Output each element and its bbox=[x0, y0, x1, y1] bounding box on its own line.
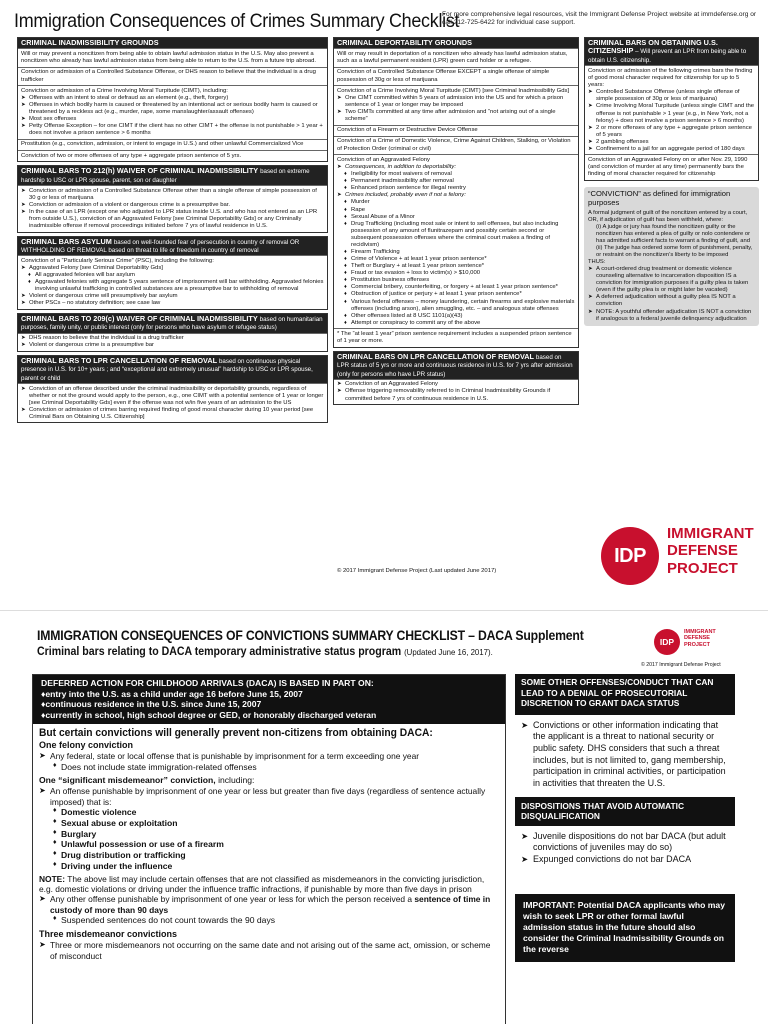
section-intro: Will or may result in deportation of a noncitizen who already has lawful admission status, such as a lawful permanent resident (LPR) green card holder or a refugee. bbox=[334, 48, 578, 66]
box-cimt bbox=[18, 85, 327, 139]
list-item: ➤ In the case of an LPR (except one who adjusted to LPR status inside U.S. and who has not entered as an LPR from outside U.S.), conviction of an Aggravated Felony [see Criminal Deportability Gds] or any Criminally inadmissible offense if removal proceedings initiated before 7 yrs of lawful residence in U.S. bbox=[21, 209, 324, 230]
column-deportability bbox=[333, 37, 579, 408]
significant-misdemeanor-heading: One “significant misdemeanor” conviction, including: bbox=[39, 775, 255, 786]
section-non-lpr-cancellation bbox=[17, 355, 328, 424]
box-controlled-substance: Conviction of a Controlled Substance Offense EXCEPT a single offense of simple possession of 30g or less of marijuana bbox=[334, 67, 578, 85]
list-item: ➤ Conviction or admission of a violent or dangerous crime is a presumptive bar. bbox=[21, 202, 324, 209]
section-header: CRIMINAL DEPORTABILITY GROUNDS bbox=[334, 38, 578, 48]
daca-supplement-page bbox=[0, 610, 768, 1024]
list-item: ♦ All aggravated felonies will bar asylum bbox=[21, 272, 324, 279]
list-item: ➤ Crimes included, probably even if not a felony: bbox=[337, 192, 575, 199]
list-item: ♦ Drug Trafficking (including most sale or intent to sell offenses, but also including possession of any amount of flunitrazepam and possibly certain second or subsequent possession offenses where the criminal court makes a finding of recidivism) bbox=[337, 221, 575, 249]
list-item: ♦ Rape bbox=[337, 207, 575, 214]
bullet-list bbox=[21, 335, 324, 349]
conviction-clause-ii: (ii) The judge has ordered some form of punishment, penalty, or restraint on the noncitizen’s liberty to be imposed bbox=[596, 244, 753, 258]
box-controlled-substance: Conviction or admission of a Controlled Substance Offense, or DHS reason to believe that the individual is a drug trafficker bbox=[18, 67, 327, 85]
daca-subtitle: Criminal bars relating to DACA temporary administrative status program (Updated June 16, 2017). bbox=[37, 646, 493, 658]
list-item: ➤ A deferred adjudication without a guilty plea IS NOT a conviction bbox=[588, 294, 755, 308]
list-item: ➤ 2 gambling offenses bbox=[588, 139, 755, 146]
section-lpr-cancellation bbox=[333, 351, 579, 405]
list-item: ➤ Conviction or admission of crimes barring required finding of good moral character during 10 year period [see Criminal Bars on Obtaining U.S. Citizenship] bbox=[21, 407, 324, 421]
list-item: ➤ Two CIMTs committed at any time after admission and “not arising out of a single scheme” bbox=[337, 109, 575, 123]
diamond-list bbox=[21, 272, 324, 293]
header-note: For more comprehensive legal resources, visit the Immigrant Defense Project website at immdefense.org or call 212-725-6422 for individual case support. bbox=[442, 11, 757, 27]
box-aggravated-felony: Conviction of an Aggravated Felony on or after Nov. 29, 1990 (and conviction of murder at any time) permanently bars the finding of moral character required for citizenship bbox=[585, 154, 758, 180]
box-two-offenses: Conviction of two or more offenses of any type + aggregate prison sentence of 5 yrs. bbox=[18, 150, 327, 161]
list-item: ♦currently in school, high school degree or GED, or honorably discharged veteran bbox=[41, 710, 377, 721]
section-header: CRIMINAL BARS ON OBTAINING U.S. CITIZENSHIP – Will prevent an LPR from being able to obtain U.S. citizenship. bbox=[585, 38, 758, 65]
three-misdemeanors-heading: Three misdemeanor convictions bbox=[39, 928, 178, 939]
section-body bbox=[18, 255, 327, 309]
box-firearm: Conviction of a Firearm or Destructive Device Offense bbox=[334, 125, 578, 136]
daca-basis-title: DEFERRED ACTION FOR CHILDHOOD ARRIVALS (DACA) IS BASED IN PART ON: bbox=[41, 678, 374, 688]
section-header: CRIMINAL BARS ON LPR CANCELLATION OF REMOVAL based on LPR status of 5 yrs or more and continuous residence in U.S. for 7 yrs after admission (only for persons who have LPR status) bbox=[334, 352, 578, 379]
list-item: ♦ Unlawful possession or use of a firearm bbox=[39, 839, 499, 850]
box-prostitution: Prostitution (e.g., conviction, admission, or intent to engage in U.S.) and other unlawful Commercialized Vice bbox=[18, 139, 327, 150]
dispositions-header: DISPOSITIONS THAT AVOID AUTOMATIC DISQUALIFICATION bbox=[515, 797, 735, 826]
list-item: ➤ Aggravated Felony [see Criminal Deportability Gds] bbox=[21, 265, 324, 272]
conviction-definition-box bbox=[584, 187, 759, 326]
list-item: ♦ Driving under the influence bbox=[39, 861, 499, 872]
list-item: ➤ Confinement to a jail for an aggregate period of 180 days bbox=[588, 146, 755, 153]
list-item: ♦ Burglary bbox=[39, 829, 499, 840]
other-offenses-body bbox=[515, 715, 735, 794]
column-inadmissibility bbox=[17, 37, 328, 426]
idp-logo-mark: IDP bbox=[601, 527, 659, 585]
section-body bbox=[334, 379, 578, 404]
list-item: ➤ Offenses with an intent to steal or defraud as an element (e.g., theft, forgery) bbox=[21, 95, 324, 102]
idp-logo-text: IMMIGRANT DEFENSE PROJECT bbox=[684, 629, 716, 648]
list-item: ♦entry into the U.S. as a child under age 16 before June 15, 2007 bbox=[41, 688, 303, 699]
bullet-list bbox=[337, 164, 575, 171]
conviction-clause-i: (i) A judge or jury has found the noncitizen guilty or the noncitizen has entered a plea of guilty or nolo contendere or has admitted sufficient facts to warrant a finding of guilt, and bbox=[596, 223, 751, 244]
list-item: ♦ Crime of Violence + at least 1 year prison sentence* bbox=[337, 256, 575, 263]
list-item: ➤ Conviction of an Aggravated Felony bbox=[337, 381, 575, 388]
list-item: ➤ 2 or more offenses of any type + aggregate prison sentence of 5 years bbox=[588, 125, 755, 139]
footnote: * The “at least 1 year” prison sentence requirement includes a suspended prison sentence of 1 year or more. bbox=[334, 328, 578, 346]
list-item: ➤ Violent or dangerous crime will presumptively bar asylum bbox=[21, 293, 324, 300]
section-body bbox=[18, 383, 327, 422]
bullet-list bbox=[588, 89, 755, 153]
thus-label: THUS: bbox=[588, 258, 606, 265]
diamond-list bbox=[337, 199, 575, 326]
important-note: IMPORTANT: Potential DACA applicants who may wish to seek LPR or other formal lawful admission status in the future should also consider the Criminal Inadmissibility Grounds on the reverse bbox=[515, 894, 735, 962]
other-offenses-header: SOME OTHER OFFENSES/CONDUCT THAT CAN LEAD TO A DENIAL OF PROSECUTORIAL DISCRETION TO GRANT DACA STATUS bbox=[515, 674, 735, 715]
section-header: CRIMINAL BARS ASYLUM based on well-founded fear of persecution in country of removal OR WITHHOLDING OF REMOVAL based on threat to life or freedom in country of removal bbox=[18, 237, 327, 256]
conviction-intro: A formal judgment of guilt of the noncitizen entered by a court, OR, if adjudication of guilt has been withheld, where: bbox=[588, 209, 748, 223]
bullet-list bbox=[337, 192, 575, 199]
list-item: ♦ Permanent inadmissibility after removal bbox=[337, 178, 575, 185]
list-item: ➤ Petty Offense Exception – for one CIMT if the client has no other CIMT + the offense is not punishable > 1 year + does not involve a prison sentence > 6 months bbox=[21, 123, 324, 137]
column-citizenship bbox=[584, 37, 759, 329]
daca-copyright: © 2017 Immigrant Defense Project bbox=[641, 662, 721, 668]
section-intro: Will or may prevent a noncitizen from being able to obtain lawful admission status in the U.S. May also prevent a noncitizen who already has lawful admission status from being able to return to the U.S. from a future trip abroad. bbox=[18, 48, 327, 66]
list-item: ➤ DHS reason to believe that the individual is a drug trafficker bbox=[21, 335, 324, 342]
list-item: ♦ Attempt or conspiracy to commit any of the above bbox=[337, 320, 575, 327]
list-item: ➤ A court-ordered drug treatment or domestic violence counseling alternative to incarceration disposition IS a conviction for immigration purposes if a guilty plea is taken (even if the guilty plea is or might later be vacated) bbox=[588, 266, 755, 294]
bullet-list bbox=[588, 266, 755, 323]
list-item: ♦ Prostitution business offenses bbox=[337, 277, 575, 284]
psc-heading: Conviction of a “Particularly Serious Crime” (PSC), including the following: bbox=[21, 257, 214, 264]
list-item: ➤ One CIMT committed within 5 years of admission into the US and for which a prison sentence of 1 year or longer may be imposed bbox=[337, 95, 575, 109]
list-item: ♦ Obstruction of justice or perjury + at least 1 year prison sentence* bbox=[337, 291, 575, 298]
page-title: Immigration Consequences of Crimes Summary Checklist bbox=[14, 10, 460, 32]
section-header: CRIMINAL BARS TO LPR CANCELLATION OF REMOVAL based on continuous physical presence in U.S. for 10+ years ; and “exceptional and extremely unusual” hardship to USC or LPR spouse, parent or child bbox=[18, 356, 327, 383]
section-209c-waiver bbox=[17, 313, 328, 352]
list-item: ♦ Firearm Trafficking bbox=[337, 249, 575, 256]
list-item: ➤ Convictions or other information indicating that the applicant is a threat to national security or public safety. DHS considers that such a threat includes, but is not limited to, gang membership, participation in criminal activities, or participation in activities that threaten the U.S. bbox=[521, 720, 729, 790]
list-item: ♦ Drug distribution or trafficking bbox=[39, 850, 499, 861]
section-header: CRIMINAL INADMISSIBILITY GROUNDS bbox=[18, 38, 327, 48]
daca-title: IMMIGRATION CONSEQUENCES OF CONVICTIONS SUMMARY CHECKLIST – DACA Supplement bbox=[37, 628, 584, 643]
bullet-list bbox=[337, 95, 575, 123]
conviction-definition-title: “CONVICTION” as defined for immigration purposes bbox=[588, 189, 731, 207]
list-item: ➤ Conviction of an offense described under the criminal inadmissibility or deportability grounds, regardless of whether or not the ground would apply to the person, e.g., one CIMT with a potential sentence of 1 year or longer [see Criminal Deportability Gds] even if the offense was not w/in five years of an admission to the US bbox=[21, 386, 324, 407]
list-item: ♦ Commercial bribery, counterfeiting, or forgery + at least 1 year prison sentence* bbox=[337, 284, 575, 291]
copyright: © 2017 Immigrant Defense Project (Last updated June 2017) bbox=[337, 568, 497, 574]
list-item: ♦ Various federal offenses – money laundering, certain firearms and explosive materials offenses (including arson), alien smuggling, etc. – and analogous state offenses bbox=[337, 299, 575, 313]
list-item: ♦ Fraud or tax evasion + loss to victim(s) > $10,000 bbox=[337, 270, 575, 277]
dispositions-body bbox=[515, 826, 735, 870]
section-inadmissibility-grounds bbox=[17, 37, 328, 162]
list-item: ♦ Murder bbox=[337, 199, 575, 206]
section-asylum-bars bbox=[17, 236, 328, 310]
list-item: ➤ Other PSCs – no statutory definition; see case law bbox=[21, 300, 324, 307]
daca-bars-heading: But certain convictions will generally prevent non-citizens from obtaining DACA: bbox=[39, 726, 433, 739]
list-item: ♦ Other offenses listed at 8 USC 1101(a)(43) bbox=[337, 313, 575, 320]
list-item: ♦ Aggravated felonies with aggregate 5 years sentence of imprisonment will bar withholding. Aggravated felonies involving unlawful trafficking in controlled substances are a presumptive bar to withholding of removal bbox=[21, 279, 324, 293]
list-item: ♦continuous residence in the U.S. since June 15, 2007 bbox=[41, 699, 262, 710]
cimt-list bbox=[21, 95, 324, 137]
list-item: ➤ Crime Involving Moral Turpitude (unless single CIMT and the offense is not punishable > 1 year (e.g., in New York, not a felony) + does not involve a prison sentence > 6 months) bbox=[588, 103, 755, 124]
agg-heading: Conviction of an Aggravated Felony bbox=[337, 156, 430, 163]
bullet-list bbox=[21, 386, 324, 421]
list-item: ♦ Sexual Abuse of a Minor bbox=[337, 214, 575, 221]
section-212h-waiver bbox=[17, 165, 328, 232]
list-item: ➤ Expunged convictions do not bar DACA bbox=[521, 854, 729, 866]
list-item: ➤ Most sex offenses bbox=[21, 116, 324, 123]
list-item: ➤ Juvenile dispositions do not bar DACA (but adult convictions of juveniles may do so) bbox=[521, 831, 729, 854]
felony-subitem: ♦ Does not include state immigration-related offenses bbox=[39, 762, 499, 773]
list-item: ➤ Offense triggering removability referred to in Criminal Inadmissibility Grounds if committed before 7 yrs of continuous residence in U.S. bbox=[337, 388, 575, 402]
section-header: CRIMINAL BARS TO 209(c) WAIVER OF CRIMINAL INADMISSIBILITY based on humanitarian purposes, family unity, or public interest (only for persons who have asylum or refugee status) bbox=[18, 314, 327, 333]
box-aggravated-felony bbox=[334, 154, 578, 328]
significant-misdemeanor-item: ➤ An offense punishable by imprisonment of one year or less but greater than five days (regardless of sentence actually imposed) that is: bbox=[39, 786, 499, 807]
list-item: ➤ Consequences, in addition to deportability: bbox=[337, 164, 575, 171]
list-item: ♦ Ineligibility for most waivers of removal bbox=[337, 171, 575, 178]
idp-logo-small bbox=[654, 629, 724, 659]
felony-item: ➤ Any federal, state or local offense that is punishable by imprisonment for a term exceeding one year bbox=[39, 751, 499, 762]
three-misdemeanors-item: ➤ Three or more misdemeanors not occurring on the same date and not arising out of the same act, omission, or scheme of misconduct bbox=[39, 940, 499, 961]
idp-logo-text: IMMIGRANT DEFENSE PROJECT bbox=[667, 525, 754, 577]
other-offense-item: ➤ Any other offense punishable by imprisonment of one year or less for which the person received a sentence of time in custody of more than 90 days bbox=[39, 894, 499, 915]
box-cimt-heading: Conviction of a Crime Involving Moral Turpitude (CIMT) [see Criminal Inadmissibility Gds] bbox=[337, 87, 570, 94]
misdemeanor-note: NOTE: The above list may include certain offenses that are not classified as misdemeanors in the convicting jurisdiction, e.g. domestic violations or driving under the influence traffic infractions, if punishable by more than five days in prison bbox=[39, 873, 485, 894]
daca-basis-bar bbox=[33, 675, 505, 724]
section-body bbox=[18, 185, 327, 231]
box-cimt-heading: Conviction or admission of a Crime Involving Moral Turpitude (CIMT), including: bbox=[21, 87, 228, 94]
other-offense-subitem: ♦ Suspended sentences do not count towards the 90 days bbox=[39, 915, 499, 926]
list-item: ♦ Theft or Burglary + at least 1 year prison sentence* bbox=[337, 263, 575, 270]
list-item: ♦ Domestic violence bbox=[39, 807, 499, 818]
daca-sidebar bbox=[515, 674, 735, 1024]
daca-bars-body bbox=[33, 724, 505, 961]
section-citizenship-bars bbox=[584, 37, 759, 181]
bullet-list bbox=[21, 188, 324, 230]
bullet-list bbox=[21, 265, 324, 272]
list-item: ➤ Controlled Substance Offense (unless single offense of simple possession of 30g or less of marijuana) bbox=[588, 89, 755, 103]
gmc-heading: Conviction or admission of the following crimes bars the finding of good moral character required for citizenship for up to 5 years: bbox=[588, 67, 753, 89]
list-item: ➤ Violent or dangerous crime is a presumptive bar bbox=[21, 342, 324, 349]
idp-logo-mark: IDP bbox=[654, 629, 680, 655]
box-cimt bbox=[334, 85, 578, 125]
list-item: ➤ Conviction or admission of a Controlled Substance Offense other than a single offense of simple possession of 30 g or less of marijuana bbox=[21, 188, 324, 202]
box-domestic-violence: Conviction of a Crime of Domestic Violence, Crime Against Children, Stalking, or Violation of Protection Order (criminal or civil) bbox=[334, 136, 578, 154]
bullet-list bbox=[21, 293, 324, 307]
list-item: ♦ Sexual abuse or exploitation bbox=[39, 818, 499, 829]
idp-logo bbox=[601, 523, 761, 583]
daca-criteria-panel bbox=[32, 674, 506, 1024]
bullet-list bbox=[337, 381, 575, 402]
felony-heading: One felony conviction bbox=[39, 739, 134, 750]
list-item: ♦ Enhanced prison sentence for illegal reentry bbox=[337, 185, 575, 192]
list-item: ➤ NOTE: A youthful offender adjudication IS NOT a conviction if analogous to a federal juvenile delinquency adjudication bbox=[588, 309, 755, 323]
list-item: ➤ Offenses in which bodily harm is caused or threatened by an intentional act or serious bodily harm is caused or threatened by a reckless act (e.g., murder, rape, some manslaughter/assault offenses) bbox=[21, 102, 324, 116]
section-body bbox=[585, 65, 758, 154]
section-header: CRIMINAL BARS TO 212(h) WAIVER OF CRIMINAL INADMISSIBILITY based on extreme hardship to USC or LPR spouse, parent, son or daughter bbox=[18, 166, 327, 185]
diamond-list bbox=[337, 171, 575, 192]
section-deportability-grounds bbox=[333, 37, 579, 348]
section-body bbox=[18, 333, 327, 351]
